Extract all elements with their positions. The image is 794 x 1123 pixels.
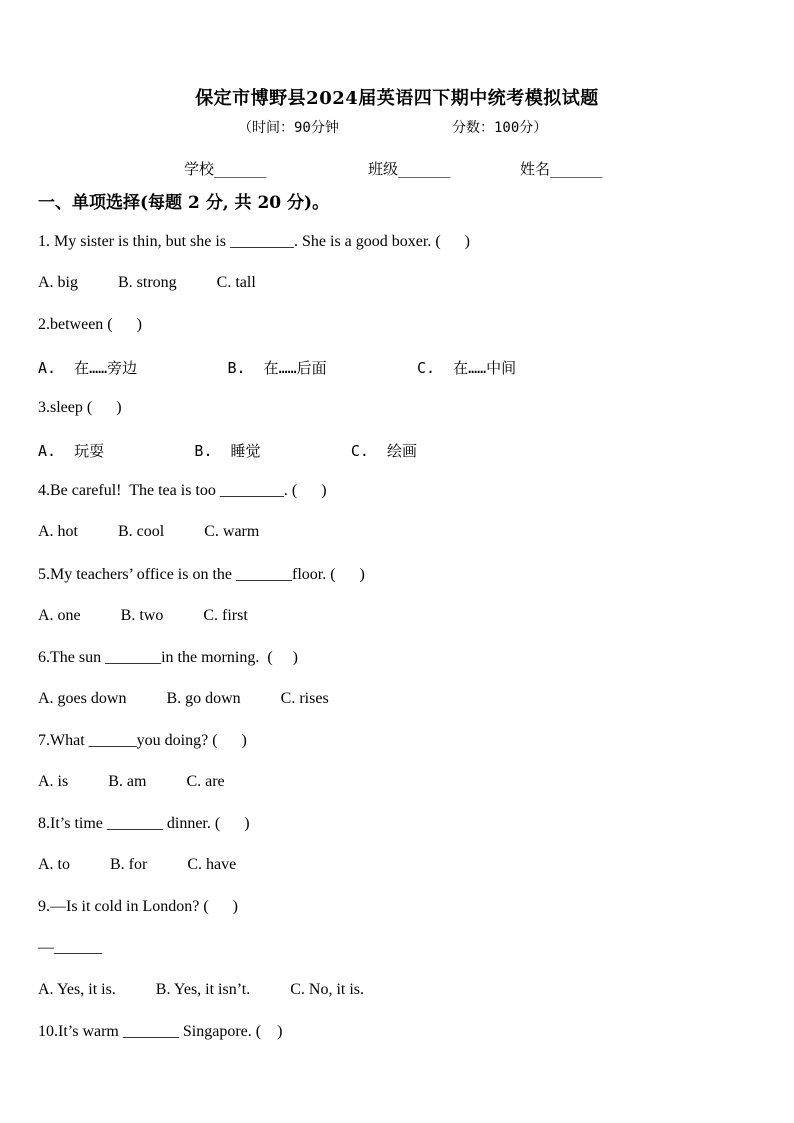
question-9-answer-line: —______ xyxy=(38,939,102,956)
question-5: 5.My teachers’ office is on the _______floor. ( ) xyxy=(38,566,365,583)
question-6: 6.The sun _______in the morning. ( ) xyxy=(38,649,298,666)
question-5-options: A. one B. two C. first xyxy=(38,607,248,624)
question-8: 8.It’s time _______ dinner. ( ) xyxy=(38,815,250,832)
question-1: 1. My sister is thin, but she is ________. She is a good boxer. ( ) xyxy=(38,233,470,250)
question-7: 7.What ______you doing? ( ) xyxy=(38,732,247,749)
question-4-options: A. hot B. cool C. warm xyxy=(38,523,260,540)
name-field-label: 姓名_______ xyxy=(520,160,603,178)
question-7-options: A. is B. am C. are xyxy=(38,773,225,790)
exam-score: 分数：100分） xyxy=(452,120,548,136)
school-field-label: 学校_______ xyxy=(184,160,267,178)
question-9-options: A. Yes, it is. B. Yes, it isn’t. C. No, it is. xyxy=(38,981,364,998)
question-6-options: A. goes down B. go down C. rises xyxy=(38,690,329,707)
question-4: 4.Be careful! The tea is too ________. ( ) xyxy=(38,482,327,499)
question-10: 10.It’s warm _______ Singapore. ( ) xyxy=(38,1023,283,1040)
question-3-options: A. 玩耍 B. 睡觉 C. 绘画 xyxy=(38,442,417,460)
question-2: 2.between ( ) xyxy=(38,316,142,333)
question-2-options: A. 在……旁边 B. 在……后面 C. 在……中间 xyxy=(38,359,517,377)
question-9: 9.—Is it cold in London? ( ) xyxy=(38,898,238,915)
class-field-label: 班级_______ xyxy=(368,160,451,178)
section-title: 一、单项选择(每题 2 分, 共 20 分)。 xyxy=(38,193,330,213)
question-1-options: A. big B. strong C. tall xyxy=(38,274,256,291)
exam-time: （时间：90分钟 xyxy=(238,120,339,136)
question-3: 3.sleep ( ) xyxy=(38,399,122,416)
question-8-options: A. to B. for C. have xyxy=(38,856,237,873)
exam-title: 保定市博野县2024届英语四下期中统考模拟试题 xyxy=(195,88,599,109)
